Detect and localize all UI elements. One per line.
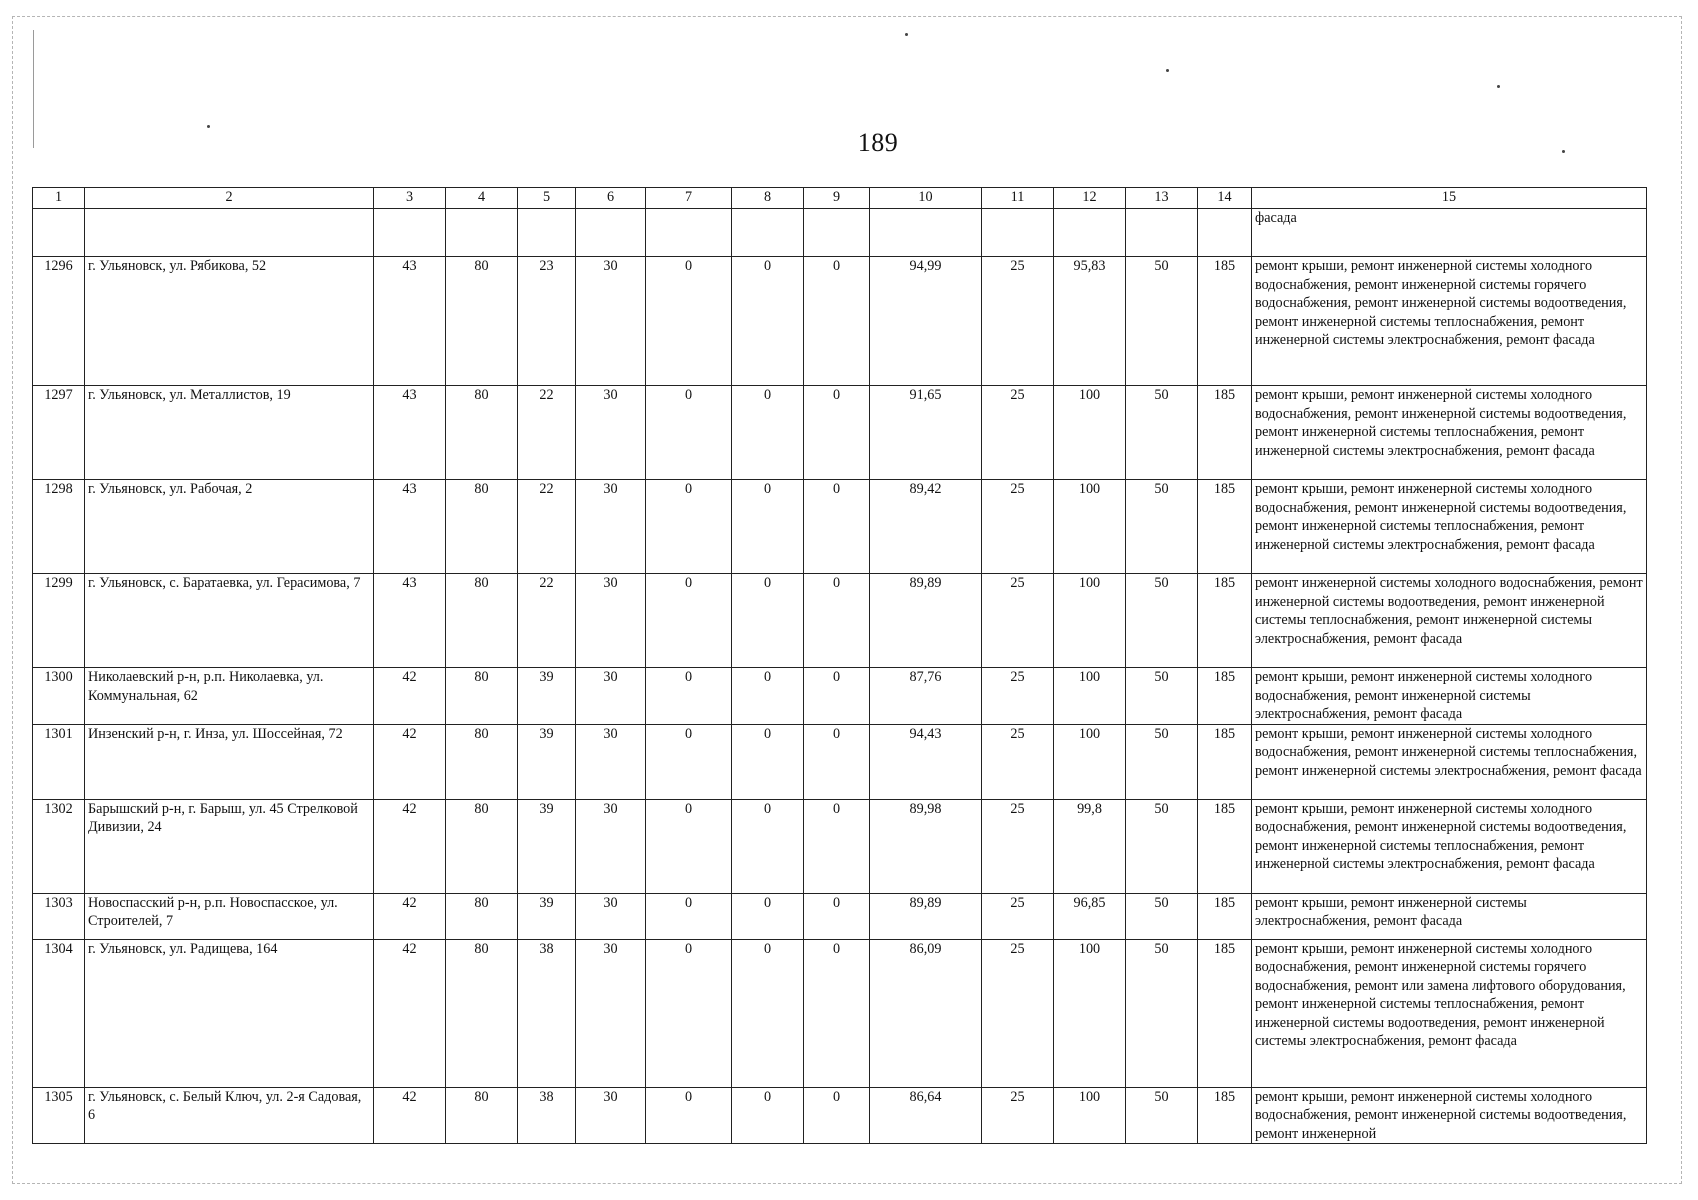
address-cell: г. Ульяновск, ул. Радищева, 164 (85, 939, 374, 1087)
scan-speck (1166, 69, 1169, 72)
value-cell: 0 (804, 257, 870, 386)
value-cell: 94,99 (870, 257, 982, 386)
address-cell: Инзенский р-н, г. Инза, ул. Шоссейная, 72 (85, 724, 374, 799)
value-cell: 50 (1126, 574, 1198, 668)
value-cell: 86,64 (870, 1087, 982, 1144)
value-cell: 80 (446, 939, 518, 1087)
empty-cell (576, 209, 646, 257)
column-number-header (33, 188, 1647, 209)
value-cell: 80 (446, 257, 518, 386)
empty-cell (804, 209, 870, 257)
empty-cell (982, 209, 1054, 257)
address-cell: г. Ульяновск, с. Баратаевка, ул. Герасимова, 7 (85, 574, 374, 668)
column-header: 5 (518, 188, 576, 209)
value-cell: 43 (374, 257, 446, 386)
value-cell: 50 (1126, 668, 1198, 725)
value-cell: 0 (646, 893, 732, 939)
row-number-cell: 1305 (33, 1087, 85, 1144)
value-cell: 100 (1054, 574, 1126, 668)
value-cell: 80 (446, 574, 518, 668)
value-cell: 86,09 (870, 939, 982, 1087)
empty-cell (1054, 209, 1126, 257)
value-cell: 30 (576, 257, 646, 386)
value-cell: 0 (732, 257, 804, 386)
value-cell: 22 (518, 480, 576, 574)
row-number-cell: 1298 (33, 480, 85, 574)
value-cell: 30 (576, 1087, 646, 1144)
table-row (33, 386, 1647, 480)
value-cell: 0 (804, 893, 870, 939)
page-number: 189 (857, 128, 899, 157)
value-cell: 185 (1198, 480, 1252, 574)
row-number-cell: 1297 (33, 386, 85, 480)
value-cell: 0 (646, 480, 732, 574)
value-cell: 38 (518, 1087, 576, 1144)
value-cell: 25 (982, 799, 1054, 893)
empty-cell (870, 209, 982, 257)
value-cell: 100 (1054, 480, 1126, 574)
table-row (33, 799, 1647, 893)
address-cell: г. Ульяновск, ул. Рабочая, 2 (85, 480, 374, 574)
value-cell: 30 (576, 386, 646, 480)
empty-cell (1198, 209, 1252, 257)
value-cell: 100 (1054, 724, 1126, 799)
value-cell: 89,89 (870, 574, 982, 668)
value-cell: 185 (1198, 799, 1252, 893)
value-cell: 0 (732, 668, 804, 725)
value-cell: 42 (374, 668, 446, 725)
value-cell: 0 (732, 574, 804, 668)
works-cell: ремонт крыши, ремонт инженерной системы холодного водоснабжения, ремонт инженерной системы электроснабжения, ремонт фасада (1252, 668, 1647, 725)
works-cell: ремонт крыши, ремонт инженерной системы холодного водоснабжения, ремонт инженерной системы теплоснабжения, ремонт инженерной системы электроснабжения, ремонт фасада (1252, 724, 1647, 799)
value-cell: 50 (1126, 724, 1198, 799)
value-cell: 50 (1126, 893, 1198, 939)
row-number-cell: 1302 (33, 799, 85, 893)
column-header: 3 (374, 188, 446, 209)
address-cell: Николаевский р-н, р.п. Николаевка, ул. Коммунальная, 62 (85, 668, 374, 725)
row-number-cell: 1296 (33, 257, 85, 386)
value-cell: 185 (1198, 893, 1252, 939)
value-cell: 25 (982, 668, 1054, 725)
column-header: 15 (1252, 188, 1647, 209)
value-cell: 39 (518, 724, 576, 799)
housing-repair-table (32, 187, 1647, 1144)
column-header: 1 (33, 188, 85, 209)
works-cell: ремонт инженерной системы холодного водоснабжения, ремонт инженерной системы водоотведения, ремонт инженерной системы теплоснабжения, ремонт инженерной системы электроснабжения, ремонт фасада (1252, 574, 1647, 668)
works-cell: ремонт крыши, ремонт инженерной системы холодного водоснабжения, ремонт инженерной системы водоотведения, ремонт инженерной (1252, 1087, 1647, 1144)
value-cell: 0 (804, 574, 870, 668)
works-cell: ремонт крыши, ремонт инженерной системы холодного водоснабжения, ремонт инженерной системы водоотведения, ремонт инженерной системы теплоснабжения, ремонт инженерной системы электроснабжения, ремонт фасада (1252, 480, 1647, 574)
empty-cell (85, 209, 374, 257)
works-cell: ремонт крыши, ремонт инженерной системы холодного водоснабжения, ремонт инженерной системы горячего водоснабжения, ремонт инженерной системы водоотведения, ремонт инженерной системы теплоснабжения, ремонт инженерной системы электроснабжения, ремонт фасада (1252, 257, 1647, 386)
value-cell: 50 (1126, 799, 1198, 893)
value-cell: 0 (804, 480, 870, 574)
value-cell: 30 (576, 939, 646, 1087)
value-cell: 0 (804, 668, 870, 725)
row-number-cell: 1299 (33, 574, 85, 668)
value-cell: 25 (982, 724, 1054, 799)
value-cell: 0 (646, 939, 732, 1087)
address-cell: Новоспасский р-н, р.п. Новоспасское, ул. Строителей, 7 (85, 893, 374, 939)
value-cell: 0 (804, 386, 870, 480)
works-cell: ремонт крыши, ремонт инженерной системы холодного водоснабжения, ремонт инженерной системы водоотведения, ремонт инженерной системы теплоснабжения, ремонт инженерной системы электроснабжения, ремонт фасада (1252, 799, 1647, 893)
value-cell: 0 (732, 939, 804, 1087)
column-header: 6 (576, 188, 646, 209)
value-cell: 39 (518, 799, 576, 893)
value-cell: 80 (446, 893, 518, 939)
value-cell: 91,65 (870, 386, 982, 480)
row-number-cell: 1300 (33, 668, 85, 725)
value-cell: 0 (646, 724, 732, 799)
row-number-cell: 1304 (33, 939, 85, 1087)
value-cell: 0 (646, 668, 732, 725)
value-cell: 22 (518, 386, 576, 480)
value-cell: 80 (446, 386, 518, 480)
value-cell: 25 (982, 574, 1054, 668)
header-row (33, 188, 1647, 209)
value-cell: 0 (804, 799, 870, 893)
column-header: 2 (85, 188, 374, 209)
table-body (33, 257, 1647, 1144)
value-cell: 185 (1198, 939, 1252, 1087)
value-cell: 94,43 (870, 724, 982, 799)
value-cell: 0 (646, 1087, 732, 1144)
value-cell: 0 (732, 724, 804, 799)
value-cell: 100 (1054, 386, 1126, 480)
column-header: 10 (870, 188, 982, 209)
value-cell: 0 (732, 893, 804, 939)
scan-speck (905, 33, 908, 36)
value-cell: 42 (374, 799, 446, 893)
value-cell: 30 (576, 724, 646, 799)
value-cell: 42 (374, 724, 446, 799)
value-cell: 100 (1054, 668, 1126, 725)
value-cell: 38 (518, 939, 576, 1087)
value-cell: 0 (804, 724, 870, 799)
value-cell: 89,42 (870, 480, 982, 574)
table-row (33, 1087, 1647, 1144)
value-cell: 100 (1054, 939, 1126, 1087)
table-row (33, 668, 1647, 725)
value-cell: 80 (446, 1087, 518, 1144)
value-cell: 185 (1198, 574, 1252, 668)
value-cell: 42 (374, 1087, 446, 1144)
value-cell: 25 (982, 386, 1054, 480)
value-cell: 50 (1126, 480, 1198, 574)
works-cell: ремонт крыши, ремонт инженерной системы электроснабжения, ремонт фасада (1252, 893, 1647, 939)
value-cell: 185 (1198, 257, 1252, 386)
value-cell: 0 (646, 799, 732, 893)
row-number-cell: 1303 (33, 893, 85, 939)
value-cell: 30 (576, 893, 646, 939)
value-cell: 25 (982, 893, 1054, 939)
value-cell: 0 (732, 386, 804, 480)
table-row (33, 480, 1647, 574)
value-cell: 80 (446, 480, 518, 574)
column-header: 7 (646, 188, 732, 209)
empty-cell (732, 209, 804, 257)
value-cell: 89,89 (870, 893, 982, 939)
value-cell: 185 (1198, 668, 1252, 725)
works-cell: ремонт крыши, ремонт инженерной системы холодного водоснабжения, ремонт инженерной системы горячего водоснабжения, ремонт или замена лифтового оборудования, ремонт инженерной системы теплоснабжения, ремонт инженерной системы водоотведения, ремонт инженерной системы электроснабжения, ремонт фасада (1252, 939, 1647, 1087)
address-cell: г. Ульяновск, ул. Металлистов, 19 (85, 386, 374, 480)
column-header: 9 (804, 188, 870, 209)
value-cell: 43 (374, 386, 446, 480)
value-cell: 100 (1054, 1087, 1126, 1144)
value-cell: 0 (732, 1087, 804, 1144)
empty-cell (374, 209, 446, 257)
value-cell: 99,8 (1054, 799, 1126, 893)
value-cell: 80 (446, 668, 518, 725)
column-header: 11 (982, 188, 1054, 209)
value-cell: 50 (1126, 1087, 1198, 1144)
value-cell: 30 (576, 799, 646, 893)
value-cell: 89,98 (870, 799, 982, 893)
value-cell: 30 (576, 480, 646, 574)
table-row (33, 939, 1647, 1087)
column-header: 13 (1126, 188, 1198, 209)
address-cell: г. Ульяновск, ул. Рябикова, 52 (85, 257, 374, 386)
address-cell: Барышский р-н, г. Барыш, ул. 45 Стрелковой Дивизии, 24 (85, 799, 374, 893)
empty-cell (446, 209, 518, 257)
value-cell: 22 (518, 574, 576, 668)
column-header: 14 (1198, 188, 1252, 209)
works-cell: ремонт крыши, ремонт инженерной системы холодного водоснабжения, ремонт инженерной системы водоотведения, ремонт инженерной системы теплоснабжения, ремонт инженерной системы электроснабжения, ремонт фасада (1252, 386, 1647, 480)
value-cell: 0 (804, 1087, 870, 1144)
value-cell: 43 (374, 480, 446, 574)
scan-speck (1497, 85, 1500, 88)
table-row (33, 257, 1647, 386)
value-cell: 80 (446, 724, 518, 799)
value-cell: 0 (646, 574, 732, 668)
value-cell: 0 (646, 257, 732, 386)
table-row (33, 724, 1647, 799)
value-cell: 87,76 (870, 668, 982, 725)
value-cell: 25 (982, 480, 1054, 574)
empty-cell (33, 209, 85, 257)
value-cell: 42 (374, 939, 446, 1087)
value-cell: 0 (646, 386, 732, 480)
value-cell: 0 (732, 799, 804, 893)
value-cell: 42 (374, 893, 446, 939)
column-header: 4 (446, 188, 518, 209)
table-row (33, 574, 1647, 668)
continuation-row (33, 209, 1647, 257)
value-cell: 0 (732, 480, 804, 574)
value-cell: 185 (1198, 386, 1252, 480)
value-cell: 30 (576, 668, 646, 725)
value-cell: 30 (576, 574, 646, 668)
value-cell: 43 (374, 574, 446, 668)
works-cell: фасада (1252, 209, 1647, 257)
column-header: 8 (732, 188, 804, 209)
value-cell: 95,83 (1054, 257, 1126, 386)
value-cell: 96,85 (1054, 893, 1126, 939)
value-cell: 50 (1126, 257, 1198, 386)
value-cell: 50 (1126, 939, 1198, 1087)
value-cell: 23 (518, 257, 576, 386)
value-cell: 25 (982, 1087, 1054, 1144)
column-header: 12 (1054, 188, 1126, 209)
table-row (33, 893, 1647, 939)
value-cell: 185 (1198, 724, 1252, 799)
value-cell: 0 (804, 939, 870, 1087)
row-number-cell: 1301 (33, 724, 85, 799)
value-cell: 50 (1126, 386, 1198, 480)
value-cell: 39 (518, 893, 576, 939)
value-cell: 185 (1198, 1087, 1252, 1144)
empty-cell (646, 209, 732, 257)
value-cell: 80 (446, 799, 518, 893)
address-cell: г. Ульяновск, с. Белый Ключ, ул. 2-я Садовая, 6 (85, 1087, 374, 1144)
value-cell: 25 (982, 939, 1054, 1087)
value-cell: 39 (518, 668, 576, 725)
value-cell: 25 (982, 257, 1054, 386)
empty-cell (1126, 209, 1198, 257)
empty-cell (518, 209, 576, 257)
